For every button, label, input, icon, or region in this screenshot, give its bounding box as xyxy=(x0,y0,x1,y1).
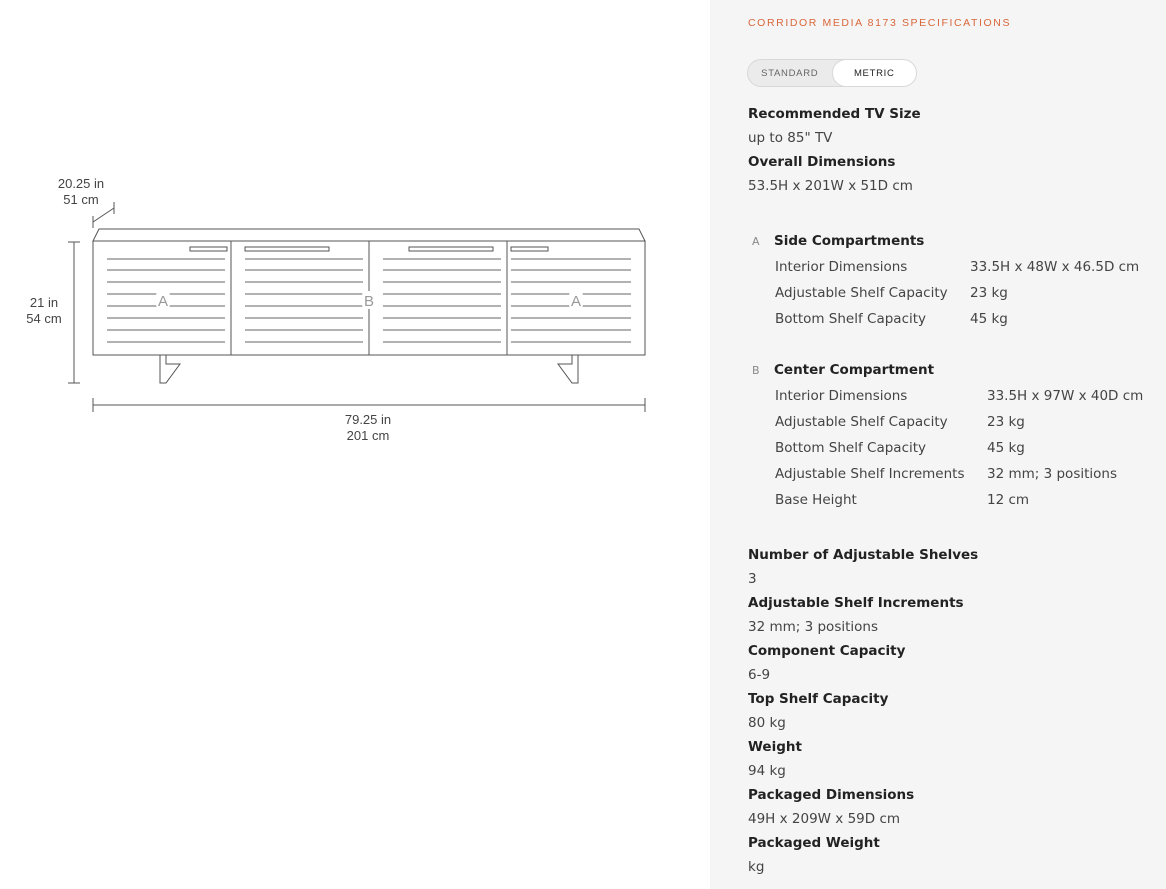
specifications-title: CORRIDOR MEDIA 8173 SPECIFICATIONS xyxy=(748,17,1012,29)
row-value: 23 kg xyxy=(987,414,1025,430)
spec-value: kg xyxy=(748,859,765,875)
row-value: 33.5H x 97W x 40D cm xyxy=(987,388,1144,404)
spec-label: Packaged Weight xyxy=(748,835,880,851)
width-cm: 201 cm xyxy=(346,428,390,443)
height-dimension-label xyxy=(14,295,74,327)
unit-toggle xyxy=(747,59,917,87)
spec-value: up to 85" TV xyxy=(748,130,833,146)
compartment-row xyxy=(748,487,1166,513)
row-label: Interior Dimensions xyxy=(775,259,908,275)
row-value: 12 cm xyxy=(987,492,1030,508)
spec-label: Component Capacity xyxy=(748,643,906,659)
row-value: 32 mm; 3 positions xyxy=(987,466,1117,482)
depth-cm: 51 cm xyxy=(63,192,99,207)
compartment-row xyxy=(748,254,1166,280)
spec-label: Packaged Dimensions xyxy=(748,787,915,803)
compartment-row xyxy=(748,383,1166,409)
row-label: Adjustable Shelf Capacity xyxy=(775,285,948,301)
height-inches: 21 in xyxy=(29,295,59,310)
row-value: 23 kg xyxy=(970,285,1008,301)
compartment-row xyxy=(748,435,1166,461)
spec-value: 6-9 xyxy=(748,667,771,683)
compartment-row xyxy=(748,461,1166,487)
spec-weight xyxy=(748,735,802,783)
row-label: Adjustable Shelf Capacity xyxy=(775,414,948,430)
compartment-marker-a-left: A xyxy=(157,293,169,310)
spec-label: Top Shelf Capacity xyxy=(748,691,889,707)
depth-inches: 20.25 in xyxy=(57,176,105,191)
spec-label: Number of Adjustable Shelves xyxy=(748,547,979,563)
spec-label: Weight xyxy=(748,739,802,755)
compartment-marker-a-right: A xyxy=(570,293,582,310)
center-compartment-section xyxy=(748,357,1166,513)
spec-adjustable-shelf-increments xyxy=(748,591,964,639)
compartment-title: Center Compartment xyxy=(774,362,935,378)
spec-top-shelf-capacity xyxy=(748,687,888,735)
metric-units-button[interactable]: METRIC xyxy=(832,59,918,87)
row-label: Interior Dimensions xyxy=(775,388,908,404)
spec-packaged-weight xyxy=(748,831,880,879)
row-label: Adjustable Shelf Increments xyxy=(775,466,965,482)
compartment-letter: A xyxy=(752,234,760,248)
spec-label: Overall Dimensions xyxy=(748,154,896,170)
spec-value: 53.5H x 201W x 51D cm xyxy=(748,178,913,194)
spec-label: Recommended TV Size xyxy=(748,106,921,122)
row-label: Bottom Shelf Capacity xyxy=(775,440,927,456)
row-value: 33.5H x 48W x 46.5D cm xyxy=(970,259,1140,275)
spec-value: 80 kg xyxy=(748,715,786,731)
height-cm: 54 cm xyxy=(26,311,62,326)
row-label: Base Height xyxy=(775,492,857,508)
standard-units-button[interactable]: STANDARD xyxy=(761,67,819,79)
width-dimension-label xyxy=(328,412,408,444)
row-label: Bottom Shelf Capacity xyxy=(775,311,927,327)
spec-number-of-adjustable-shelves xyxy=(748,543,978,591)
spec-recommended-tv-size xyxy=(748,102,921,150)
compartment-marker-b: B xyxy=(363,293,375,310)
specifications-panel xyxy=(710,0,1166,889)
spec-component-capacity xyxy=(748,639,905,687)
compartment-title: Side Compartments xyxy=(774,233,925,249)
spec-packaged-dimensions xyxy=(748,783,914,831)
compartment-row xyxy=(748,409,1166,435)
spec-value: 32 mm; 3 positions xyxy=(748,619,878,635)
side-compartments-section xyxy=(748,228,1166,332)
compartment-row xyxy=(748,306,1166,332)
compartment-letter: B xyxy=(752,363,760,377)
spec-value: 3 xyxy=(748,571,757,587)
row-value: 45 kg xyxy=(987,440,1025,456)
width-inches: 79.25 in xyxy=(344,412,392,427)
row-value: 45 kg xyxy=(970,311,1008,327)
depth-dimension-label xyxy=(46,176,116,208)
spec-value: 94 kg xyxy=(748,763,786,779)
spec-value: 49H x 209W x 59D cm xyxy=(748,811,901,827)
spec-overall-dimensions xyxy=(748,150,913,198)
compartment-row xyxy=(748,280,1166,306)
spec-label: Adjustable Shelf Increments xyxy=(748,595,964,611)
